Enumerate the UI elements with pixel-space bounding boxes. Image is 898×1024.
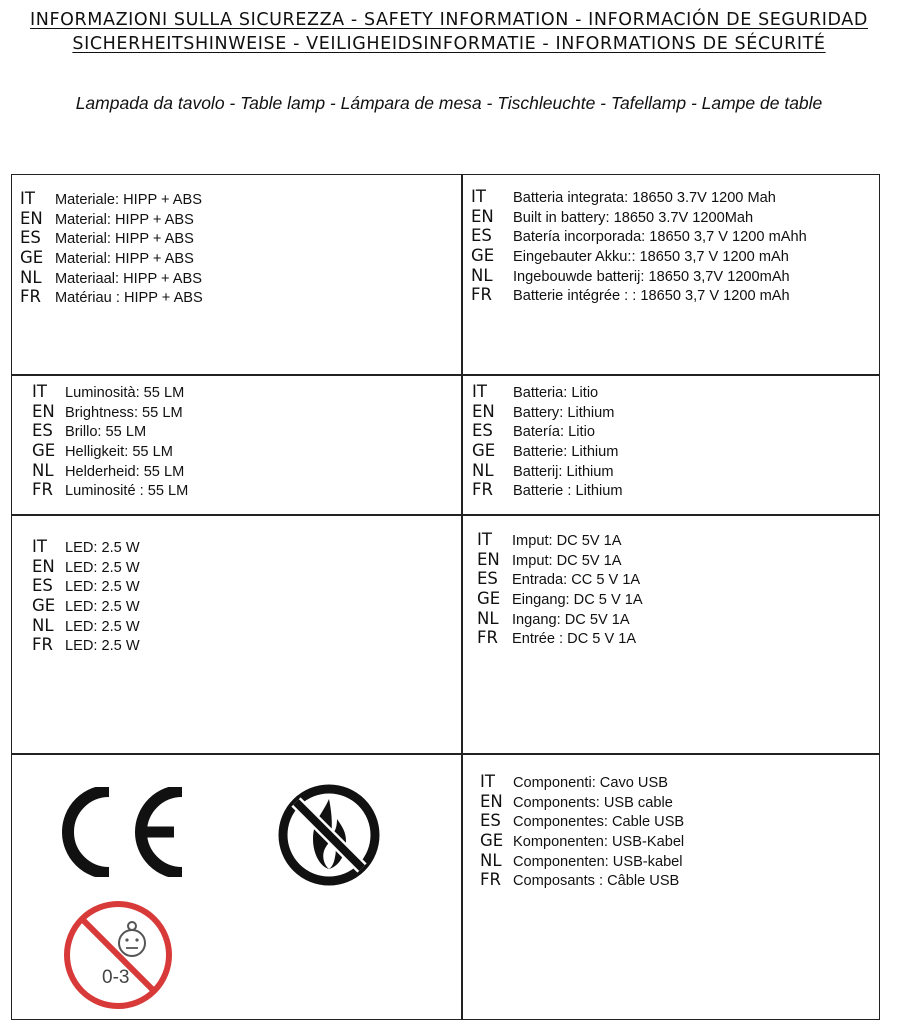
spec-text: Matériau : HIPP + ABS — [55, 290, 203, 307]
spec-text: Componentes: Cable USB — [513, 814, 685, 831]
language-row — [32, 382, 188, 402]
language-code: NL — [480, 850, 502, 870]
spec-text: Brightness: 55 LM — [65, 404, 183, 421]
spec-text: Ingebouwde batterij: 18650 3,7V 1200mAh — [513, 268, 790, 285]
spec-text: Brillo: 55 LM — [65, 424, 147, 441]
spec-text: LED: 2.5 W — [65, 559, 140, 576]
spec-text: Built in battery: 18650 3.7V 1200Mah — [513, 209, 754, 226]
spec-text: Batterie: Lithium — [513, 444, 619, 461]
title-line-1: INFORMAZIONI SULLA SICUREZZA - SAFETY INFORMATION - INFORMACIÓN DE SEGURIDAD — [30, 10, 868, 30]
language-row — [32, 635, 140, 655]
language-code: ES — [32, 576, 53, 596]
language-row — [471, 226, 807, 246]
language-code: ES — [477, 569, 498, 589]
language-row — [472, 402, 623, 422]
row-divider — [12, 753, 879, 755]
material-cell — [20, 189, 203, 307]
language-row — [471, 207, 807, 227]
spec-text: Batterij: Lithium — [513, 463, 614, 480]
language-row — [471, 187, 807, 207]
language-code: NL — [32, 460, 54, 480]
spec-text: Batería incorporada: 18650 3,7 V 1200 mAhh — [513, 229, 807, 246]
language-code: ES — [32, 421, 53, 441]
spec-text: Entrada: CC 5 V 1A — [512, 572, 641, 589]
language-code: ES — [20, 228, 41, 248]
language-row — [471, 285, 807, 305]
ce-mark-icon — [62, 787, 190, 877]
language-row — [32, 461, 188, 481]
spec-text: Helderheid: 55 LM — [65, 463, 185, 480]
language-code: GE — [471, 246, 495, 266]
spec-text: Batterie : Lithium — [513, 483, 623, 500]
spec-text: Komponenten: USB-Kabel — [513, 834, 685, 851]
language-code: NL — [471, 265, 493, 285]
language-code: NL — [32, 615, 54, 635]
language-code: GE — [480, 831, 504, 851]
language-row — [472, 421, 623, 441]
spec-text: Ingang: DC 5V 1A — [512, 611, 630, 628]
language-code: IT — [477, 530, 492, 549]
language-code: EN — [32, 401, 55, 421]
language-code: EN — [477, 549, 500, 569]
language-code: ES — [480, 811, 501, 831]
age-range-label: 0-3 — [102, 967, 130, 988]
spec-text: Batteria: Litio — [513, 385, 599, 401]
language-row — [477, 628, 643, 648]
language-row — [472, 382, 623, 402]
spec-text: LED: 2.5 W — [65, 638, 140, 655]
language-code: NL — [20, 267, 42, 287]
spec-text: Batterie intégrée : : 18650 3,7 V 1200 mAh — [513, 288, 790, 305]
spec-text: LED: 2.5 W — [65, 579, 140, 596]
spec-text: Materiaal: HIPP + ABS — [55, 270, 202, 287]
spec-text: Composants : Câble USB — [513, 873, 680, 890]
language-row — [20, 287, 203, 307]
spec-text: Imput: DC 5V 1A — [512, 552, 622, 569]
input-cell — [477, 530, 643, 648]
language-code: NL — [472, 460, 494, 480]
language-code: FR — [20, 287, 41, 307]
language-code: EN — [20, 208, 43, 228]
row-divider — [12, 374, 879, 376]
language-code: FR — [477, 628, 498, 648]
spec-text: Material: HIPP + ABS — [55, 231, 194, 248]
language-row — [472, 441, 623, 461]
language-row — [480, 851, 684, 871]
language-code: IT — [20, 189, 35, 208]
row-divider — [12, 514, 879, 516]
spec-text: Helligkeit: 55 LM — [65, 444, 173, 461]
spec-text: LED: 2.5 W — [65, 599, 140, 616]
battery-type-cell — [472, 382, 623, 500]
language-code: IT — [471, 187, 486, 206]
language-code: FR — [472, 480, 493, 500]
spec-text: LED: 2.5 W — [65, 540, 140, 556]
spec-text: Material: HIPP + ABS — [55, 211, 194, 228]
language-code: IT — [480, 772, 495, 791]
brightness-cell — [32, 382, 188, 500]
language-row — [32, 616, 140, 636]
language-row — [20, 248, 203, 268]
spec-text: LED: 2.5 W — [65, 618, 140, 635]
column-divider — [461, 175, 463, 1019]
info-table — [11, 174, 880, 1020]
language-row — [480, 772, 684, 792]
language-code: ES — [472, 421, 493, 441]
language-row — [477, 530, 643, 550]
language-row — [32, 557, 140, 577]
language-code: FR — [480, 870, 501, 890]
title-line-2: SICHERHEITSHINWEISE - VEILIGHEIDSINFORMATIE - INFORMATIONS DE SÉCURITÉ — [72, 34, 826, 54]
language-row — [477, 609, 643, 629]
no-fire-icon — [277, 783, 381, 887]
language-row — [20, 209, 203, 229]
language-code: NL — [477, 608, 499, 628]
language-code: IT — [32, 537, 47, 556]
language-code: IT — [32, 382, 47, 401]
led-cell — [32, 537, 140, 655]
language-row — [471, 246, 807, 266]
spec-text: Imput: DC 5V 1A — [512, 533, 622, 549]
product-subtitle: Lampada da tavolo - Table lamp - Lámpara de mesa - Tischleuchte - Tafellamp - Lampe de table — [75, 93, 823, 113]
language-row — [32, 402, 188, 422]
language-code: EN — [471, 206, 494, 226]
spec-text: Entrée : DC 5 V 1A — [512, 631, 637, 648]
language-row — [471, 266, 807, 286]
language-code: EN — [472, 401, 495, 421]
spec-text: Batería: Litio — [513, 424, 595, 441]
spec-text: Battery: Lithium — [513, 404, 615, 421]
spec-text: Luminosité : 55 LM — [65, 483, 189, 500]
language-row — [480, 792, 684, 812]
language-row — [472, 461, 623, 481]
language-row — [32, 480, 188, 500]
language-row — [20, 228, 203, 248]
language-row — [32, 537, 140, 557]
spec-text: Eingebauter Akku:: 18650 3,7 V 1200 mAh — [513, 249, 789, 266]
language-code: EN — [32, 556, 55, 576]
language-code: FR — [32, 480, 53, 500]
language-row — [32, 421, 188, 441]
language-code: GE — [20, 248, 44, 268]
page-header — [0, 8, 898, 56]
language-code: IT — [472, 382, 487, 401]
language-row — [480, 811, 684, 831]
language-row — [20, 268, 203, 288]
language-row — [477, 589, 643, 609]
language-code: FR — [471, 285, 492, 305]
spec-text: Componenti: Cavo USB — [513, 775, 668, 791]
child-age-warning-icon — [62, 899, 174, 1011]
language-code: FR — [32, 635, 53, 655]
spec-text: Materiale: HIPP + ABS — [55, 192, 202, 208]
spec-text: Eingang: DC 5 V 1A — [512, 592, 643, 609]
spec-text: Material: HIPP + ABS — [55, 251, 194, 268]
spec-text: Components: USB cable — [513, 794, 673, 811]
language-code: ES — [471, 226, 492, 246]
language-code: EN — [480, 791, 503, 811]
spec-text: Luminosità: 55 LM — [65, 385, 185, 401]
language-row — [477, 569, 643, 589]
language-row — [20, 189, 203, 209]
language-row — [32, 576, 140, 596]
language-row — [480, 870, 684, 890]
language-code: GE — [472, 441, 496, 461]
language-row — [32, 441, 188, 461]
language-row — [472, 480, 623, 500]
language-row — [32, 596, 140, 616]
components-cell — [480, 772, 684, 890]
language-code: GE — [32, 596, 56, 616]
spec-text: Batteria integrata: 18650 3.7V 1200 Mah — [513, 190, 776, 206]
language-row — [477, 550, 643, 570]
spec-text: Componenten: USB-kabel — [513, 853, 683, 870]
language-row — [480, 831, 684, 851]
battery-integrated-cell — [471, 187, 807, 305]
language-code: GE — [477, 589, 501, 609]
language-code: GE — [32, 441, 56, 461]
